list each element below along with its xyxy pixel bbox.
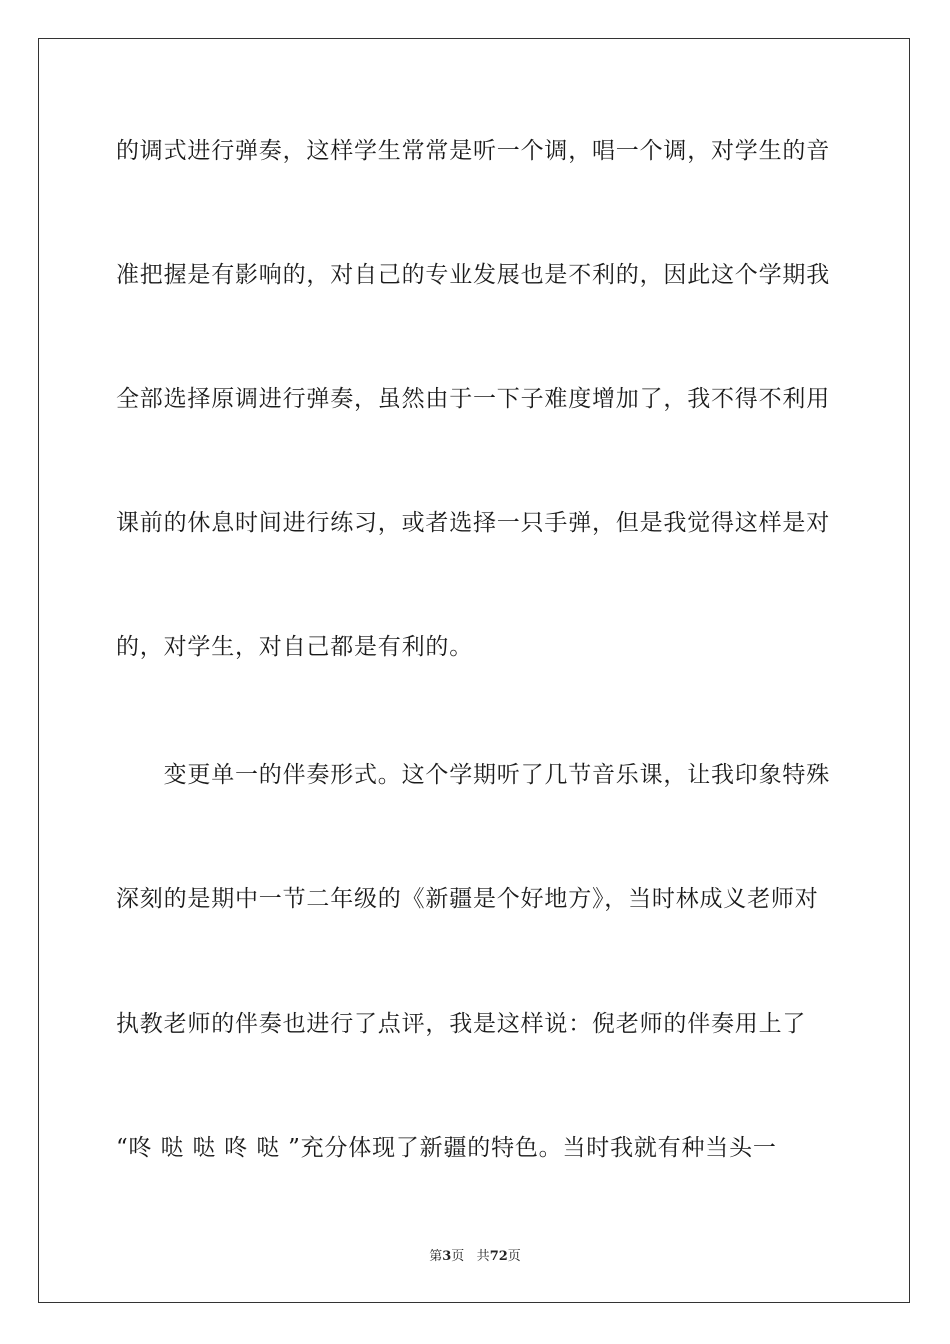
text-line: 执教老师的伴奏也进行了点评，我是这样说：倪老师的伴奏用上了 [116,1011,807,1037]
text-line: 的，对学生，对自己都是有利的。 [116,634,473,660]
page-prefix: 第 [429,1249,443,1264]
text-line: 变更单一的伴奏形式。这个学期听了几节音乐课，让我印象特殊 [116,762,830,788]
page-unit: 页 [451,1249,465,1264]
text-line: 深刻的是期中一节二年级的《新疆是个好地方》，当时林成义老师对 [116,886,819,912]
text-line: 课前的休息时间进行练习，或者选择一只手弹，但是我觉得这样是对 [116,510,830,536]
page-border [38,38,910,1303]
total-unit: 页 [507,1249,521,1264]
text-line: 全部选择原调进行弹奏，虽然由于一下子难度增加了，我不得不利用 [116,386,830,412]
total-prefix: 共 [476,1249,490,1264]
text-line: 准把握是有影响的，对自己的专业发展也是不利的，因此这个学期我 [116,262,830,288]
text-line: 的调式进行弹奏，这样学生常常是听一个调，唱一个调，对学生的音 [116,138,830,164]
page-footer [0,1248,950,1266]
text-line: “咚 哒 哒 咚 哒 ”充分体现了新疆的特色。当时我就有种当头一 [116,1135,777,1161]
total-pages: 72 [489,1249,508,1264]
page-number: 3 [442,1249,452,1264]
